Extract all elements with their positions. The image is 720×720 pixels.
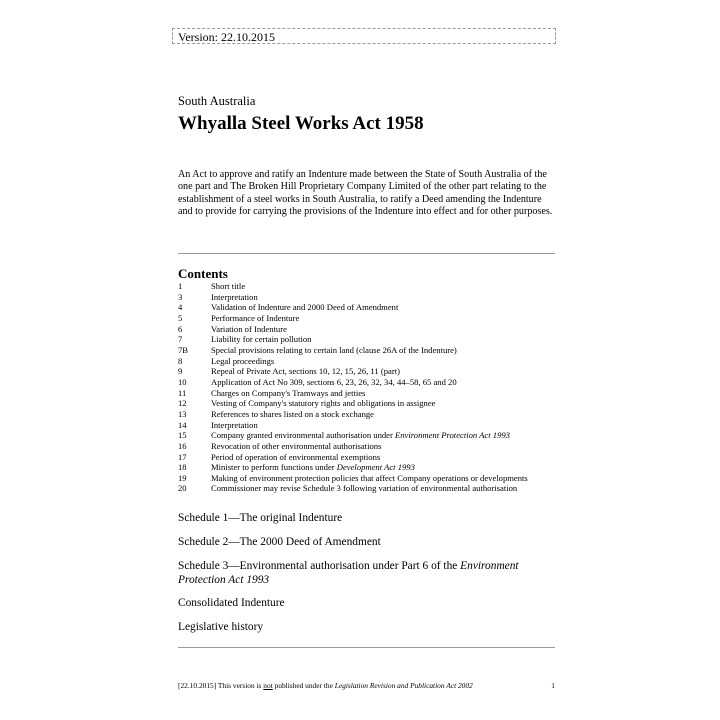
toc-entry-title: Performance of Indenture [211, 312, 300, 323]
toc-entry-number: 13 [178, 408, 187, 419]
toc-entry-number: 11 [178, 387, 187, 398]
toc-entry-number: 12 [178, 398, 187, 409]
toc-entry[interactable] [178, 356, 558, 367]
toc-entry-number: 3 [178, 291, 183, 302]
page-number: 1 [551, 681, 555, 690]
toc-entry[interactable] [178, 420, 558, 431]
toc-entry-number: 16 [178, 440, 187, 451]
toc-entry[interactable] [178, 313, 558, 324]
schedule-entry[interactable]: Schedule 2—The 2000 Deed of Amendment [178, 536, 381, 548]
toc-entry-number: 14 [178, 419, 187, 430]
toc-entry-title: Company granted environmental authorisation under Environment Protection Act 1993 [211, 430, 510, 441]
toc-entry-number: 1 [178, 281, 183, 291]
toc-entry[interactable] [178, 462, 558, 473]
toc-entry-title: Liability for certain pollution [211, 334, 312, 345]
toc-entry[interactable] [178, 366, 558, 377]
toc-entry-number: 15 [178, 430, 187, 441]
toc-entry[interactable] [178, 483, 558, 494]
jurisdiction: South Australia [178, 94, 256, 108]
toc-entry-title: Variation of Indenture [211, 323, 287, 334]
toc-entry-title: Validation of Indenture and 2000 Deed of Amendment [211, 302, 399, 313]
toc-entry[interactable] [178, 334, 558, 345]
toc-entry-title: Charges on Company's Tramways and jetties [211, 387, 366, 398]
toc-entry[interactable] [178, 430, 558, 441]
schedule-list [178, 511, 558, 644]
toc-entry[interactable] [178, 292, 558, 303]
toc-entry-title: Special provisions relating to certain land (clause 26A of the Indenture) [211, 344, 457, 355]
toc-entry-number: 7B [178, 344, 189, 355]
toc-entry-title: Commissioner may revise Schedule 3 following variation of environmental authorisation [211, 483, 518, 494]
toc-entry-title: Interpretation [211, 419, 258, 430]
schedule-entry[interactable]: Consolidated Indenture [178, 597, 285, 609]
toc-entry-title: Revocation of other environmental authorisations [211, 440, 382, 451]
toc-entry[interactable] [178, 377, 558, 388]
toc-entry-title: Legal proceedings [211, 355, 275, 366]
toc-entry-number: 9 [178, 366, 183, 377]
toc-entry-number: 19 [178, 472, 187, 483]
toc-entry[interactable] [178, 302, 558, 313]
toc-entry-number: 18 [178, 462, 187, 473]
schedule-entry[interactable]: Schedule 1—The original Indenture [178, 512, 343, 524]
toc-entry[interactable] [178, 452, 558, 463]
toc-entry-title: Minister to perform functions under Development Act 1993 [211, 462, 415, 473]
version-label: Version: 22.10.2015 [178, 30, 275, 44]
toc-entry-title: Short title [211, 281, 246, 291]
toc-entry[interactable] [178, 441, 558, 452]
toc-entry[interactable] [178, 398, 558, 409]
toc-entry[interactable] [178, 409, 558, 420]
toc-entry[interactable] [178, 324, 558, 335]
toc-entry[interactable] [178, 388, 558, 399]
toc-entry-number: 8 [178, 355, 183, 366]
footer-note: [22.10.2015] This version is not published under the Legislation Revision and Publication Act 2002 [178, 681, 473, 690]
schedule-entry[interactable]: Legislative history [178, 621, 264, 633]
contents-heading: Contents [178, 266, 228, 281]
toc-entry-number: 7 [178, 334, 183, 345]
toc-entry[interactable] [178, 473, 558, 484]
version-box [172, 28, 556, 44]
toc-entry[interactable] [178, 345, 558, 356]
toc-entry[interactable] [178, 281, 558, 292]
toc-entry-number: 17 [178, 451, 187, 462]
long-title: An Act to approve and ratify an Indenture made between the State of South Australia of the one part and The Broken Hill Proprietary Company Limited of the other part relating to the establishment of a steel works in South Australia, to ratify a Deed amending the Indenture and to provide for carrying the provisions of the Indenture into effect and for other purposes. [178, 169, 553, 218]
footer-divider [178, 647, 555, 648]
page-footer [178, 681, 555, 691]
toc-entry-title: Making of environment protection policies that affect Company operations or developments [211, 472, 528, 483]
toc-entry-title: Interpretation [211, 291, 258, 302]
divider [178, 253, 555, 254]
toc-entry-number: 4 [178, 302, 183, 313]
toc-entry-title: Vesting of Company's statutory rights and obligations in assignee [211, 398, 436, 409]
toc-entry-title: Repeal of Private Act, sections 10, 12, 15, 26, 11 (part) [211, 366, 400, 377]
toc-entry-title: References to shares listed on a stock exchange [211, 408, 374, 419]
toc-entry-number: 10 [178, 376, 187, 387]
toc-entry-number: 5 [178, 312, 183, 323]
toc-entry-number: 6 [178, 323, 183, 334]
toc-entry-number: 20 [178, 483, 187, 494]
toc-entry-title: Period of operation of environmental exemptions [211, 451, 381, 462]
act-title: Whyalla Steel Works Act 1958 [178, 113, 424, 134]
schedule-entry[interactable]: Schedule 3—Environmental authorisation under Part 6 of the Environment Protection Act 1993 [178, 560, 519, 586]
table-of-contents [178, 281, 558, 494]
toc-entry-title: Application of Act No 309, sections 6, 23, 26, 32, 34, 44–58, 65 and 20 [211, 376, 457, 387]
